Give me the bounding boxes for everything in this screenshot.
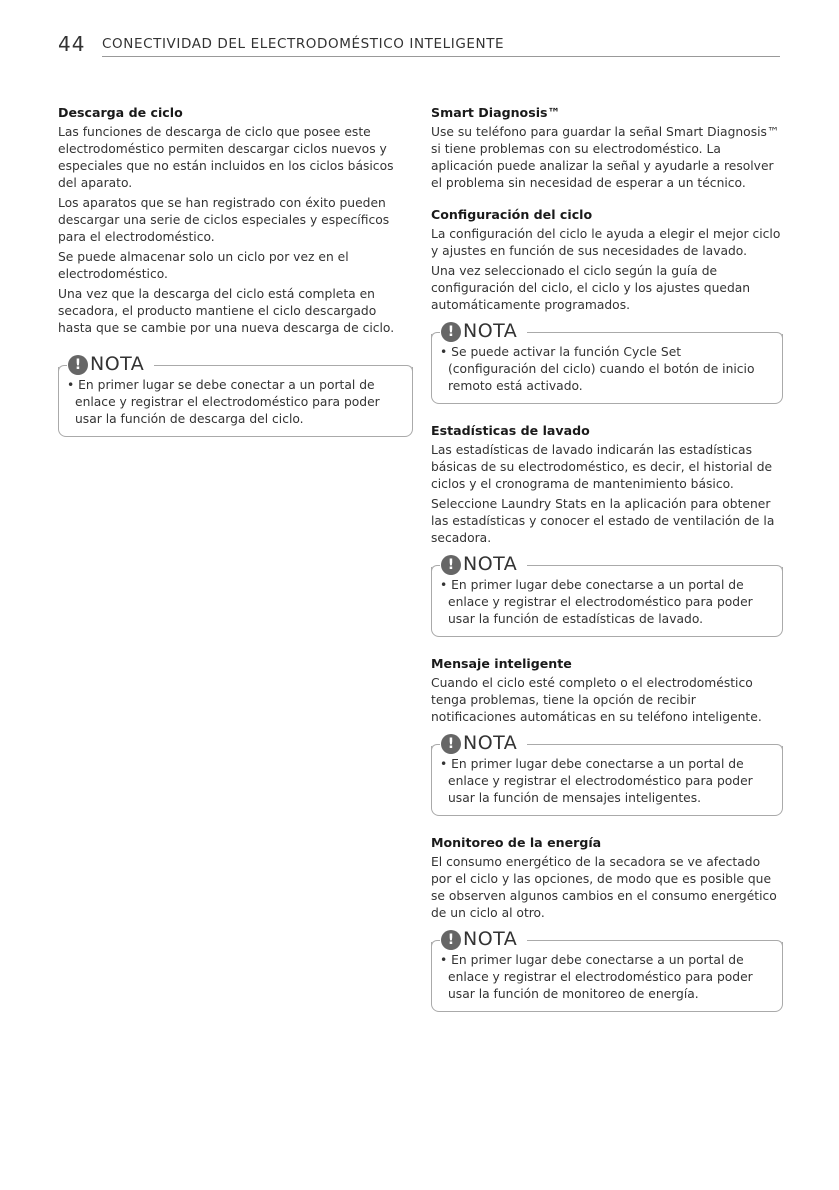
warning-icon: ! xyxy=(441,930,461,950)
page-number: 44 xyxy=(58,32,86,56)
section-title: Estadísticas de lavado xyxy=(431,423,590,438)
note-box xyxy=(431,553,783,637)
paragraph: Seleccione Laundry Stats en la aplicación para obtener las estadísticas y conocer el estado de ventilación de la secadora. xyxy=(431,497,775,545)
section-title: Descarga de ciclo xyxy=(58,105,183,120)
note-text: • En primer lugar se debe conectar a un portal de enlace y registrar el electrodoméstico para poder usar la función de descarga del ciclo. xyxy=(67,378,380,426)
warning-icon: ! xyxy=(441,734,461,754)
note-box xyxy=(431,732,783,816)
section-title: Smart Diagnosis™ xyxy=(431,105,561,120)
note-label: NOTA xyxy=(463,320,521,342)
section-smart-diagnosis xyxy=(431,104,783,192)
paragraph: Las funciones de descarga de ciclo que posee este electrodoméstico permiten descargar ciclos nuevos y especiales que no están incluidos en los ciclos básicos del aparato. xyxy=(58,125,394,190)
paragraph: Una vez que la descarga del ciclo está completa en secadora, el producto mantiene el ciclo descargado hasta que se cambie por una nueva descarga de ciclo. xyxy=(58,287,395,335)
note-label: NOTA xyxy=(90,353,148,375)
section-title: Mensaje inteligente xyxy=(431,656,572,671)
note-box xyxy=(58,353,413,437)
note-text: • En primer lugar debe conectarse a un portal de enlace y registrar el electrodoméstico para poder usar la función de monitoreo de energía. xyxy=(440,953,753,1001)
section-smart-message xyxy=(431,655,783,816)
note-label: NOTA xyxy=(463,732,521,754)
section-laundry-stats xyxy=(431,422,783,637)
section-cycle-config xyxy=(431,206,783,404)
warning-icon: ! xyxy=(68,355,88,375)
paragraph: Cuando el ciclo esté completo o el electrodoméstico tenga problemas, tiene la opción de recibir notificaciones automáticas en su teléfono inteligente. xyxy=(431,676,762,724)
section-title: Configuración del ciclo xyxy=(431,207,593,222)
note-box xyxy=(431,928,783,1012)
note-label: NOTA xyxy=(463,553,521,575)
note-label: NOTA xyxy=(463,928,521,950)
section-energy-monitor xyxy=(431,834,783,1012)
paragraph: El consumo energético de la secadora se ve afectado por el ciclo y las opciones, de modo que es posible que se observen algunos cambios en el consumo energético de un ciclo al otro. xyxy=(431,855,777,920)
note-text: • En primer lugar debe conectarse a un portal de enlace y registrar el electrodoméstico para poder usar la función de mensajes inteligentes. xyxy=(440,757,753,805)
warning-icon: ! xyxy=(441,555,461,575)
paragraph: Se puede almacenar solo un ciclo por vez en el electrodoméstico. xyxy=(58,250,349,281)
right-column xyxy=(431,104,783,1030)
chapter-title: CONECTIVIDAD DEL ELECTRODOMÉSTICO INTELIGENTE xyxy=(102,36,505,52)
paragraph: Use su teléfono para guardar la señal Smart Diagnosis™ si tiene problemas con su electrodoméstico. La aplicación puede analizar la señal y ayudarle a resolver el problema sin necesidad de esperar a un técnico. xyxy=(431,125,780,190)
paragraph: Una vez seleccionado el ciclo según la guía de configuración del ciclo, el ciclo y los ajustes quedan automáticamente programados. xyxy=(431,264,751,312)
section-cycle-download xyxy=(58,104,413,437)
header-rule xyxy=(102,56,780,57)
note-text: • En primer lugar debe conectarse a un portal de enlace y registrar el electrodoméstico para poder usar la función de estadísticas de lavado. xyxy=(440,578,753,626)
paragraph: Las estadísticas de lavado indicarán las estadísticas básicas de su electrodoméstico, es decir, el historial de ciclos y el cronograma de mantenimiento básico. xyxy=(431,443,773,491)
section-title: Monitoreo de la energía xyxy=(431,835,602,850)
left-column xyxy=(58,104,413,455)
paragraph: La configuración del ciclo le ayuda a elegir el mejor ciclo y ajustes en función de sus necesidades de lavado. xyxy=(431,227,781,258)
warning-icon: ! xyxy=(441,322,461,342)
note-text: • Se puede activar la función Cycle Set (configuración del ciclo) cuando el botón de inicio remoto está activado. xyxy=(440,345,755,393)
paragraph: Los aparatos que se han registrado con éxito pueden descargar una serie de ciclos especiales y específicos para el electrodoméstico. xyxy=(58,196,390,244)
page-header xyxy=(58,30,780,58)
note-box xyxy=(431,320,783,404)
